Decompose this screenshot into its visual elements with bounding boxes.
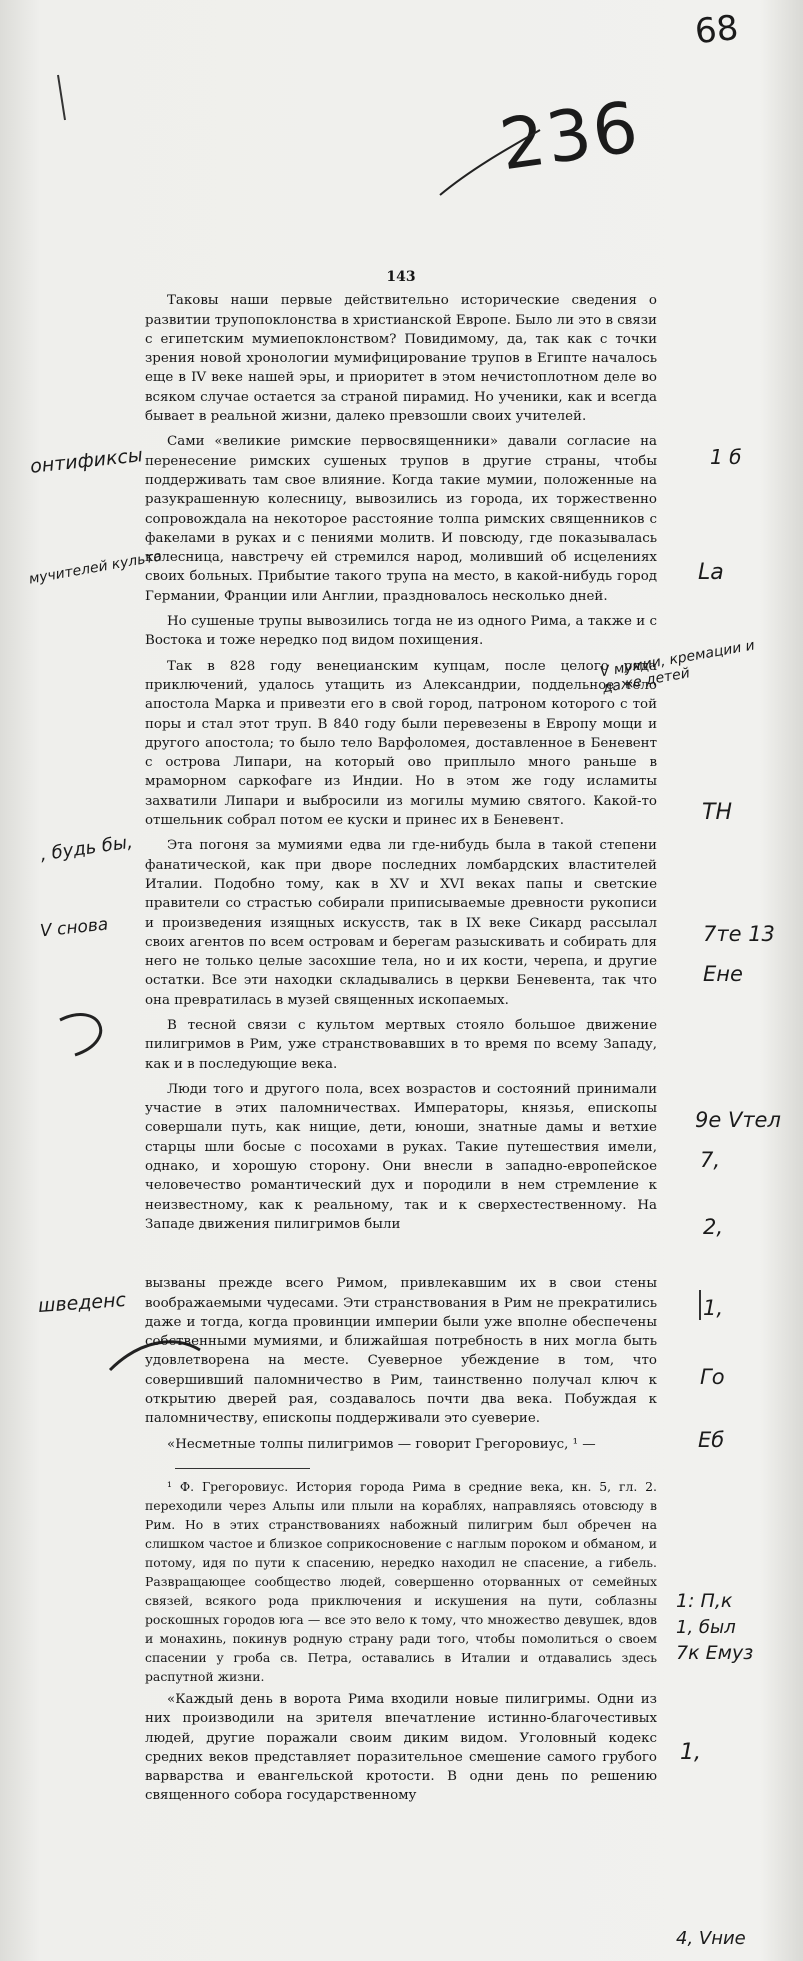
footnote: ¹ Ф. Грегоровиус. История города Рима в средние века, кн. 5, гл. 2. переходили через Альпы или плыли на кораблях, направляясь отовсюду в Рим. Но в этих странствованиях набожный пилигрим был обречен на слишком частое и близкое соприкосновение с наглым пороком и обманом, и потому, идя по пути к спасению, нередко находил не спасение, а гибель. Развращающее сообщество людей, совершенно оторванных от семейных связей, всякого рода приключения и искушения на пути, соблазны роскошных городов юга — все это вело к тому, что множество девушек, вдов и монахинь, покинув родную страну ради того, чтобы помолиться о своем спасении у гроба св. Петра, оставались в Италии и отдавались здесь распутной жизни. — [145, 1478, 657, 1684]
margin-note-left: онтификсы — [29, 444, 144, 478]
margin-note-left: мучителей культа — [27, 548, 164, 588]
margin-note-right: 1 б — [710, 445, 742, 469]
paragraph: «Несметные толпы пилигримов — говорит Грегоровиус, ¹ — — [167, 1436, 596, 1452]
margin-note-right: 7, — [700, 1148, 721, 1172]
margin-note-right: TH — [702, 800, 732, 825]
margin-note-right: 1, — [680, 1740, 701, 1765]
paragraph: Люди того и другого пола, всех возрастов и состояний принимали участие в этих паломничествах. Императоры, князья, епископы совершали путь, как нищие, дети, юноши, знатные дамы и ветхие старцы шли босые с посохами в руках. Такие путешествия имели, однако, и хорошую сторону. Они внесли в западно-европейское человечество романтический дух и породили в нем стремление к неизвестному, как к реальному, так и к сверхестественному. На Западе движения пилигримов были — [145, 1081, 657, 1232]
margin-note-right: 9е Vтел — [695, 1108, 781, 1132]
margin-note-right: La — [698, 560, 724, 585]
paragraph: Сами «великие римские первосвященники» давали согласие на перенесение римских сушеных трупов в другие страны, чтобы поддерживать там свое влияние. Когда такие мумии, положенные на разукрашенную колесницу, вывозились из города, их торжественно сопровождала на некоторое расстояние толпа римских священников с факелами в руках и с пениями молитв. И повсюду, где показывалась колесница, навстречу ей стремился народ, моливший об исцелениях своих больных. Прибытие такого трупа на место, в какой-нибудь город Германии, Франции или Англии, праздновалось несколько дней. — [145, 434, 657, 604]
paragraph: вызваны прежде всего Римом, привлекавшим их в свои стены воображаемыми чудесами. Эти странствования в Рим не прекратились даже и тогда, когда провинции империи были уже вполне обеспечены собственными мумиями, и ближайшая потребность в них могла быть удовлетворена на месте. Суеверное убеждение в том, что совершивший паломничество в Рим, таинственно получал ключ к открытию дверей рая, создавалось почти два века. Побуждая к паломничеству, епископы поддерживали это суеверие. — [145, 1276, 657, 1427]
margin-note-right: 1, — [703, 1296, 724, 1320]
margin-note-right: 1: П,к — [676, 1590, 733, 1612]
margin-note-right: Ене — [703, 962, 743, 986]
paragraph: Так в 828 году венецианским купцам, после целого ряда приключений, удалось утащить из Александрии, поддельное тело апостола Марка и привезти его в свой город, патроном которого с той поры и стал этот труп. В 840 году были перевезены в Европу мощи и другого апостола; то было тело Варфоломея, доставленное в Беневент с острова Липари, на который ово приплыло много раньше в мраморном саркофаге из Индии. Но в этом же году исламиты захватили Липари и выбросили из могилы мумию святого. Какой-то отшельник собрал потом ее куски и принес их в Беневент. — [145, 658, 657, 829]
paragraph: Эта погоня за мумиями едва ли где-нибудь была в такой степени фанатической, как при дворе последних ломбардских властителей Италии. Подобно тому, как в XV и XVI веках папы и светские правители со страстью собирали приписываемые древности рукописи и произведения изящных искусств, так в IX веке Сикард рассылал своих агентов по всем островам и берегам разыскивать и собирать для него не только целые засохшие тела, но и их кости, черепа, и другие остатки. Все эти находки складывались в церкви Беневента, так что она превратилась в музей священных ископаемых. — [145, 838, 657, 1008]
margin-note-left: шведенс — [37, 1288, 127, 1318]
margin-note-right: Го — [700, 1365, 725, 1389]
margin-note-right: 2, — [703, 1215, 724, 1239]
margin-note-right: 7к Емуз — [676, 1642, 754, 1664]
handwritten-corner-number: 68 — [693, 7, 741, 53]
margin-note-right: 1, был — [676, 1617, 736, 1638]
margin-note-left: V снова — [39, 914, 110, 942]
margin-note-right: 4, Vние — [676, 1928, 746, 1949]
margin-note-right: V мумии, кремации и даже детей — [598, 637, 756, 697]
margin-note-right: 7те 13 — [703, 922, 775, 946]
paragraph: Но сушеные трупы вывозились тогда не из одного Рима, а также и с Востока и тоже нередко под видом похищения. — [145, 614, 657, 649]
footnote-divider — [175, 1468, 310, 1469]
margin-note-left: , будь бы, — [38, 831, 135, 866]
paragraph: «Каждый день в ворота Рима входили новые пилигримы. Одни из них производили на зрителя впечатление истинно-благочестивых людей, другие поражали своим диким видом. Уголовный кодекс средних веков представляет поразительное смешение самого грубого варварства и евангельской кротости. В одни день по решению священного собора государственному — [145, 1691, 657, 1804]
paragraph: В тесной связи с культом мертвых стояло большое движение пилигримов в Рим, уже странствовавших в то время по всему Западу, как и в последующие века. — [145, 1017, 657, 1072]
paragraph: Таковы наши первые действительно исторические сведения о развитии трупопоклонства в христианской Европе. Было ли это в связи с египетским мумиепоклонством? Повидимому, да, так как с точки зрения новой хронологии мумифицирование трупов в Египте началось еще в IV веке нашей эры, и приоритет в этом нечистоплотном деле во всяком случае остается за страной пирамид. Но ученики, как и всегда бывает в реальной жизни, далеко превзошли своих учителей. — [145, 293, 657, 425]
handwritten-page-number: 236 — [494, 85, 645, 187]
document-body — [145, 256, 657, 1812]
page-number: 143 — [386, 269, 416, 285]
margin-note-right: Еб — [698, 1428, 725, 1452]
